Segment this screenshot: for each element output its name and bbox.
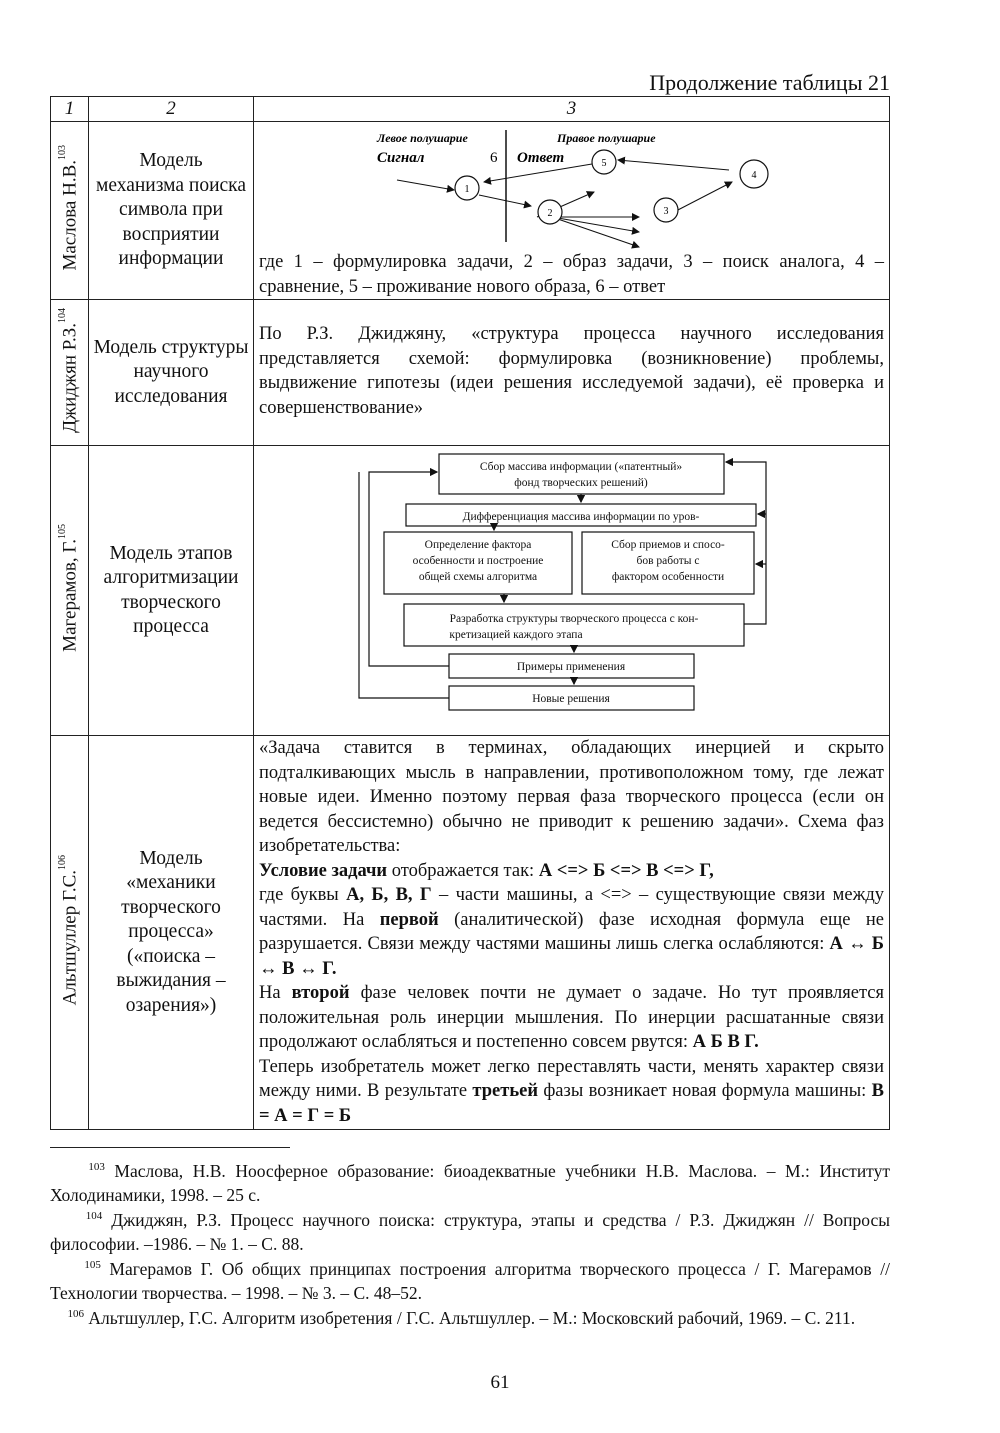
header-col-1: 1 bbox=[51, 97, 89, 122]
flow-box-3-line3: общей схемы алгоритма bbox=[418, 571, 538, 583]
algorithm-flowchart bbox=[254, 446, 888, 730]
author-cell bbox=[51, 446, 89, 736]
model-cell: Модель механизма поиска символа при восприятии информации bbox=[89, 122, 254, 300]
node-3: 3 bbox=[663, 206, 669, 217]
description-cell: «Задача ставится в терминах, обладающих инерцией и скрыто подталкивающих мысль в направлении, противоположном тому, где лежат новые идеи. Именно поэтому первая фаза творческого процесса (если он ведется бессистемно) обычно не приводит к решению задачи». Схема фаз изобретательства: Условие задачи отображается так: А <=> Б <=> В <=> Г, где буквы А, Б, В, Г – части машины, а <=> – существующие связи между частями. На первой (аналитической) фазе исходная формула еще не разрушается. Связи между частями машины лишь слегка ослабляются: А ↔ Б ↔ В ↔ Г. На второй фазе человек почти не думает о задаче. Но тут проявляется положительная роль инерции мышления. По инерции расшатанные связи продолжают ослабляться и постепенно совсем рвутся: А Б В Г. Теперь изобретатель может легко переставлять части, менять характер связи между ними. В результате третьей фазы возникает новая формула машины: В = А = Г = Б bbox=[254, 736, 890, 1130]
header-col-2: 2 bbox=[89, 97, 254, 122]
models-table bbox=[50, 96, 890, 1130]
right-hemisphere-label: Правое полушарие bbox=[557, 131, 656, 145]
table-row bbox=[51, 300, 890, 446]
footnote-104: $^{104}$ Джиджян, Р.З. Процесс научного поиска: структура, этапы и средства / Р.З. Джиджян // Вопросы философии. –1986. – № 1. – С. 88. bbox=[50, 1209, 890, 1254]
node-2: 2 bbox=[547, 208, 553, 219]
author-name: Магерамов, Г.$^{105}$ bbox=[57, 524, 81, 652]
author-name: Джиджян Р.З.$^{104}$ bbox=[57, 307, 81, 433]
flow-box-1-line2: фонд творческих решений) bbox=[514, 477, 648, 489]
footnote-103: $^{103}$ Маслова, Н.В. Ноосферное образование: биоадекватные учебники Н.В. Маслова. – М.: Институт Холодинамики, 1998. – 25 с. bbox=[50, 1160, 890, 1205]
flow-box-4-line3: фактором особенности bbox=[611, 571, 725, 583]
table-row bbox=[51, 736, 890, 1130]
author-name: Маслова Н.В.$^{103}$ bbox=[57, 145, 81, 271]
description-cell bbox=[254, 122, 890, 300]
table-row bbox=[51, 446, 890, 736]
footnote-105: $^{105}$ Магерамов Г. Об общих принципах построения алгоритма творческого процесса / Г. Магерамов // Технологии творчества. – 1998. – № 3. – С. 48–52. bbox=[50, 1258, 890, 1303]
author-name: Альтшуллер Г.С.$^{106}$ bbox=[57, 854, 81, 1006]
flow-box-3-line2: особенности и построение bbox=[412, 555, 544, 567]
answer-label: Ответ bbox=[517, 150, 565, 166]
footnote-separator bbox=[50, 1147, 290, 1148]
author-cell bbox=[51, 736, 89, 1130]
model-cell: Модель «механики творческого процесса» («поиска – выжидания – озарения») bbox=[89, 736, 254, 1130]
flow-box-2: Дифференциация массива информации по уров- bbox=[462, 511, 700, 523]
node-1: 1 bbox=[464, 184, 470, 195]
model-cell: Модель структуры научного исследования bbox=[89, 300, 254, 446]
description-cell: По Р.З. Джиджяну, «структура процесса научного исследования представляется схемой: формулировка (возникновение) проблемы, выдвижение гипотезы (идеи решения исследуемой задачи), её проверка и совершенствование» bbox=[254, 300, 890, 446]
header-col-3: 3 bbox=[254, 97, 890, 122]
description-cell bbox=[254, 446, 890, 736]
footnote-106: $^{106}$ Альтшуллер, Г.С. Алгоритм изобретения / Г.С. Альтшуллер. – М.: Московский рабочий, 1969. – С. 211. bbox=[67, 1307, 856, 1328]
node-5: 5 bbox=[601, 158, 607, 169]
page-number: 61 bbox=[490, 1372, 510, 1393]
flow-box-3: Определение фактора bbox=[424, 539, 532, 551]
model-cell: Модель этапов алгоритмизации творческого процесса bbox=[89, 446, 254, 736]
diagram-legend: где 1 – формулировка задачи, 2 – образ задачи, 3 – поиск аналога, 4 – сравнение, 5 – проживание нового образа, 6 – ответ bbox=[259, 252, 884, 297]
author-cell bbox=[51, 300, 89, 446]
node-4: 4 bbox=[751, 170, 757, 181]
flow-box-5-line2: кретизацией каждого этапа bbox=[449, 629, 583, 641]
flow-box-7: Новые решения bbox=[532, 693, 610, 705]
left-hemisphere-label: Левое полушарие bbox=[377, 131, 468, 145]
hemisphere-diagram bbox=[254, 122, 889, 250]
table-header-row bbox=[51, 97, 890, 122]
flow-box-4-line2: бов работы с bbox=[636, 555, 700, 567]
table-row bbox=[51, 122, 890, 300]
flow-box-1: Сбор массива информации («патентный» bbox=[479, 461, 683, 473]
signal-label: Сигнал bbox=[377, 150, 425, 166]
six-label: 6 bbox=[490, 150, 498, 166]
flow-box-4: Сбор приемов и спосо- bbox=[611, 539, 725, 551]
flow-box-5: Разработка структуры творческого процесса с кон- bbox=[449, 613, 699, 625]
table-caption: Продолжение таблицы 21 bbox=[649, 70, 890, 95]
author-cell bbox=[51, 122, 89, 300]
flow-box-6: Примеры применения bbox=[516, 661, 626, 673]
